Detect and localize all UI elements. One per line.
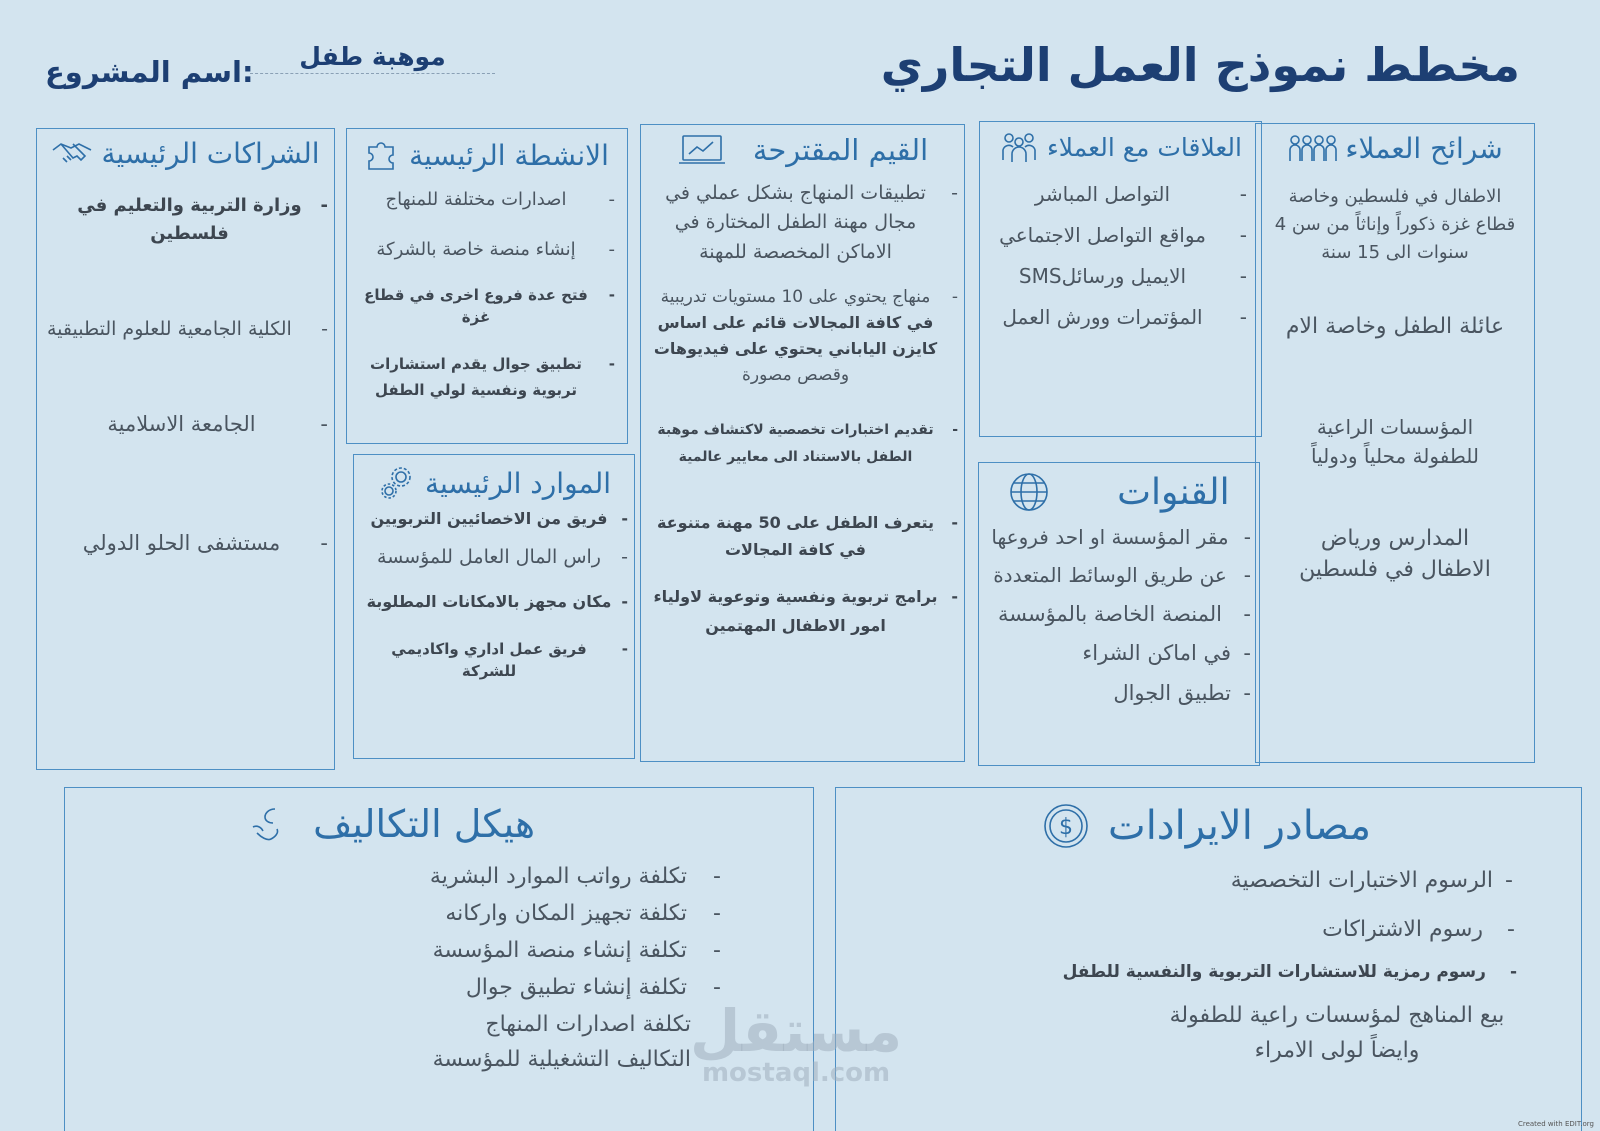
customer-relationships-box — [979, 121, 1262, 437]
value-item: - برامج تربوية ونفسية وتوعوية لاولياء امور الاطفال المهتمين — [649, 583, 960, 641]
cost-structure-header — [65, 802, 813, 846]
segment-item: المدارس ورياض الاطفال في فلسطين — [1299, 525, 1491, 583]
key-activities-box — [346, 128, 628, 444]
partner-item: - مستشفى الحلو الدولي — [67, 528, 330, 558]
channels-box — [978, 462, 1260, 766]
key-partnerships-box — [36, 128, 335, 770]
partner-item: - الجامعة الاسلامية — [67, 409, 330, 439]
activity-item: - إنشاء منصة خاصة بالشركة — [357, 237, 617, 263]
revenue-streams-title: مصادر الايرادات — [1108, 803, 1371, 849]
activity-item: - تطبيق جوال يقدم استشارات تربوية ونفسية لولي الطفل — [357, 351, 617, 404]
relationship-item: - مواقع التواصل الاجتماعي — [990, 221, 1249, 250]
key-resources-box — [353, 454, 635, 759]
relationship-item: - التواصل المباشر — [990, 180, 1249, 209]
value-item: - تطبيقات المنهاج بشكل عملي في مجال مهنة الطفل المختارة في الاماكن المخصصة للمهنة — [649, 179, 960, 267]
value-propositions-header — [641, 133, 964, 167]
channel-item: - المنصة الخاصة بالمؤسسة — [989, 599, 1253, 629]
key-resources-header — [354, 463, 634, 503]
cost-item: التكاليف التشغيلية للمؤسسة — [432, 1047, 691, 1072]
svg-text:$: $ — [1059, 815, 1074, 840]
key-activities-header — [347, 137, 627, 173]
revenue-item: -رسوم رمزية للاستشارات التربوية والنفسية للطفل — [1062, 962, 1517, 982]
relationship-item: - المؤتمرات وورش العمل — [990, 303, 1249, 332]
value-propositions-box — [640, 124, 965, 762]
revenue-streams-header — [836, 802, 1581, 850]
cost-structure-title: هيكل التكاليف — [313, 802, 535, 846]
value-item: - تقديم اختبارات تخصصية لاكتشاف موهبة الطفل بالاستناد الى معايير عالمية — [649, 417, 960, 470]
value-item: وقصص مصورة — [741, 364, 850, 385]
cost-item: تكلفة اصدارات المنهاج — [485, 1012, 691, 1037]
resource-item: - فريق من الاخصائيين التربويين — [364, 507, 630, 530]
project-name-label: :اسم المشروع — [45, 55, 254, 89]
channels-header — [979, 471, 1259, 513]
customer-segments-title: شرائح العملاء — [1345, 132, 1503, 165]
segment-item: عائلة الطفل وخاصة الام — [1285, 313, 1505, 339]
hand-coin-icon — [249, 803, 285, 845]
handshake-icon — [51, 138, 93, 170]
cost-item: -تكلفة إنشاء منصة المؤسسة — [432, 938, 721, 963]
revenue-streams-box — [835, 787, 1582, 1131]
key-partnerships-title: الشراكات الرئيسية — [101, 137, 320, 170]
value-item: - منهاج يحتوي على 10 مستويات تدريبية — [649, 285, 960, 310]
cost-item: -تكلفة إنشاء تطبيق جوال — [465, 975, 721, 1000]
cost-item: -تكلفة رواتب الموارد البشرية — [429, 864, 721, 889]
value-item: في كافة المجالات قائم على اساس كايزن الياباني يحتوي على فيديوهات — [653, 312, 938, 359]
resource-item: - مكان مجهز بالامكانات المطلوبة — [364, 590, 630, 613]
customer-relationships-title: العلاقات مع العملاء — [1047, 132, 1242, 162]
page-title: مخطط نموذج العمل التجاري — [880, 38, 1520, 92]
puzzle-icon — [365, 137, 401, 173]
customer-relationships-header — [980, 130, 1261, 164]
people-connect-icon — [999, 130, 1039, 164]
cost-item: -تكلفة تجهيز المكان واركانه — [445, 901, 721, 926]
people-group-icon — [1287, 133, 1337, 165]
revenue-item: -الرسوم الاختبارات التخصصية — [1230, 868, 1513, 893]
segment-item: الاطفال في فلسطين وخاصة قطاع غزة ذكوراً وإناثاً من سن 4 سنوات الى 15 سنة — [1274, 186, 1516, 263]
revenue-item: -رسوم الاشتراكات — [1322, 917, 1515, 942]
partner-item: - الكلية الجامعية للعلوم التطبيقية — [47, 316, 330, 344]
value-propositions-title: القيم المقترحة — [752, 133, 929, 167]
globe-icon — [1008, 471, 1050, 513]
partner-item: - وزارة التربية والتعليم في فلسطين — [67, 192, 330, 248]
site-watermark: مستقل mostaql.com — [690, 997, 903, 1088]
key-resources-title: الموارد الرئيسية — [424, 466, 612, 500]
project-name-value: موهبة طفل — [250, 42, 495, 74]
value-item: - يتعرف الطفل على 50 مهنة متنوعة في كافة المجالات — [649, 509, 960, 563]
resource-item: - فريق عمل اداري واكاديمي للشركة — [364, 639, 630, 683]
channels-title: القنوات — [1117, 471, 1230, 513]
laptop-chart-icon — [677, 133, 727, 167]
key-partnerships-header — [37, 137, 334, 170]
customer-segments-box — [1255, 123, 1535, 763]
channel-item: - تطبيق الجوال — [989, 678, 1253, 708]
activity-item: - اصدارات مختلفة للمنهاج — [357, 187, 617, 213]
channel-item: - عن طريق الوسائط المتعددة — [989, 561, 1253, 590]
editor-credit: Created with EDIT.org — [1517, 1120, 1594, 1128]
revenue-item: بيع المناهج لمؤسسات راعية للطفولة وايضاً لولى الامراء — [1169, 1002, 1505, 1063]
relationship-item: - الايميل ورسائلSMS — [990, 262, 1249, 291]
activity-item: - فتح عدة فروع اخرى في قطاع غزة — [357, 285, 617, 329]
key-activities-title: الانشطة الرئيسية — [409, 138, 609, 172]
channel-item: - في اماكن الشراء — [989, 638, 1253, 668]
gears-icon — [377, 463, 417, 503]
customer-segments-header — [1256, 132, 1534, 165]
dollar-coin-icon — [1042, 802, 1090, 850]
segment-item: المؤسسات الراعية للطفولة محلياً ودولياً — [1311, 414, 1479, 468]
channel-item: - مقر المؤسسة او احد فروعها — [989, 523, 1253, 552]
resource-item: - راس المال العامل للمؤسسة — [364, 544, 630, 572]
